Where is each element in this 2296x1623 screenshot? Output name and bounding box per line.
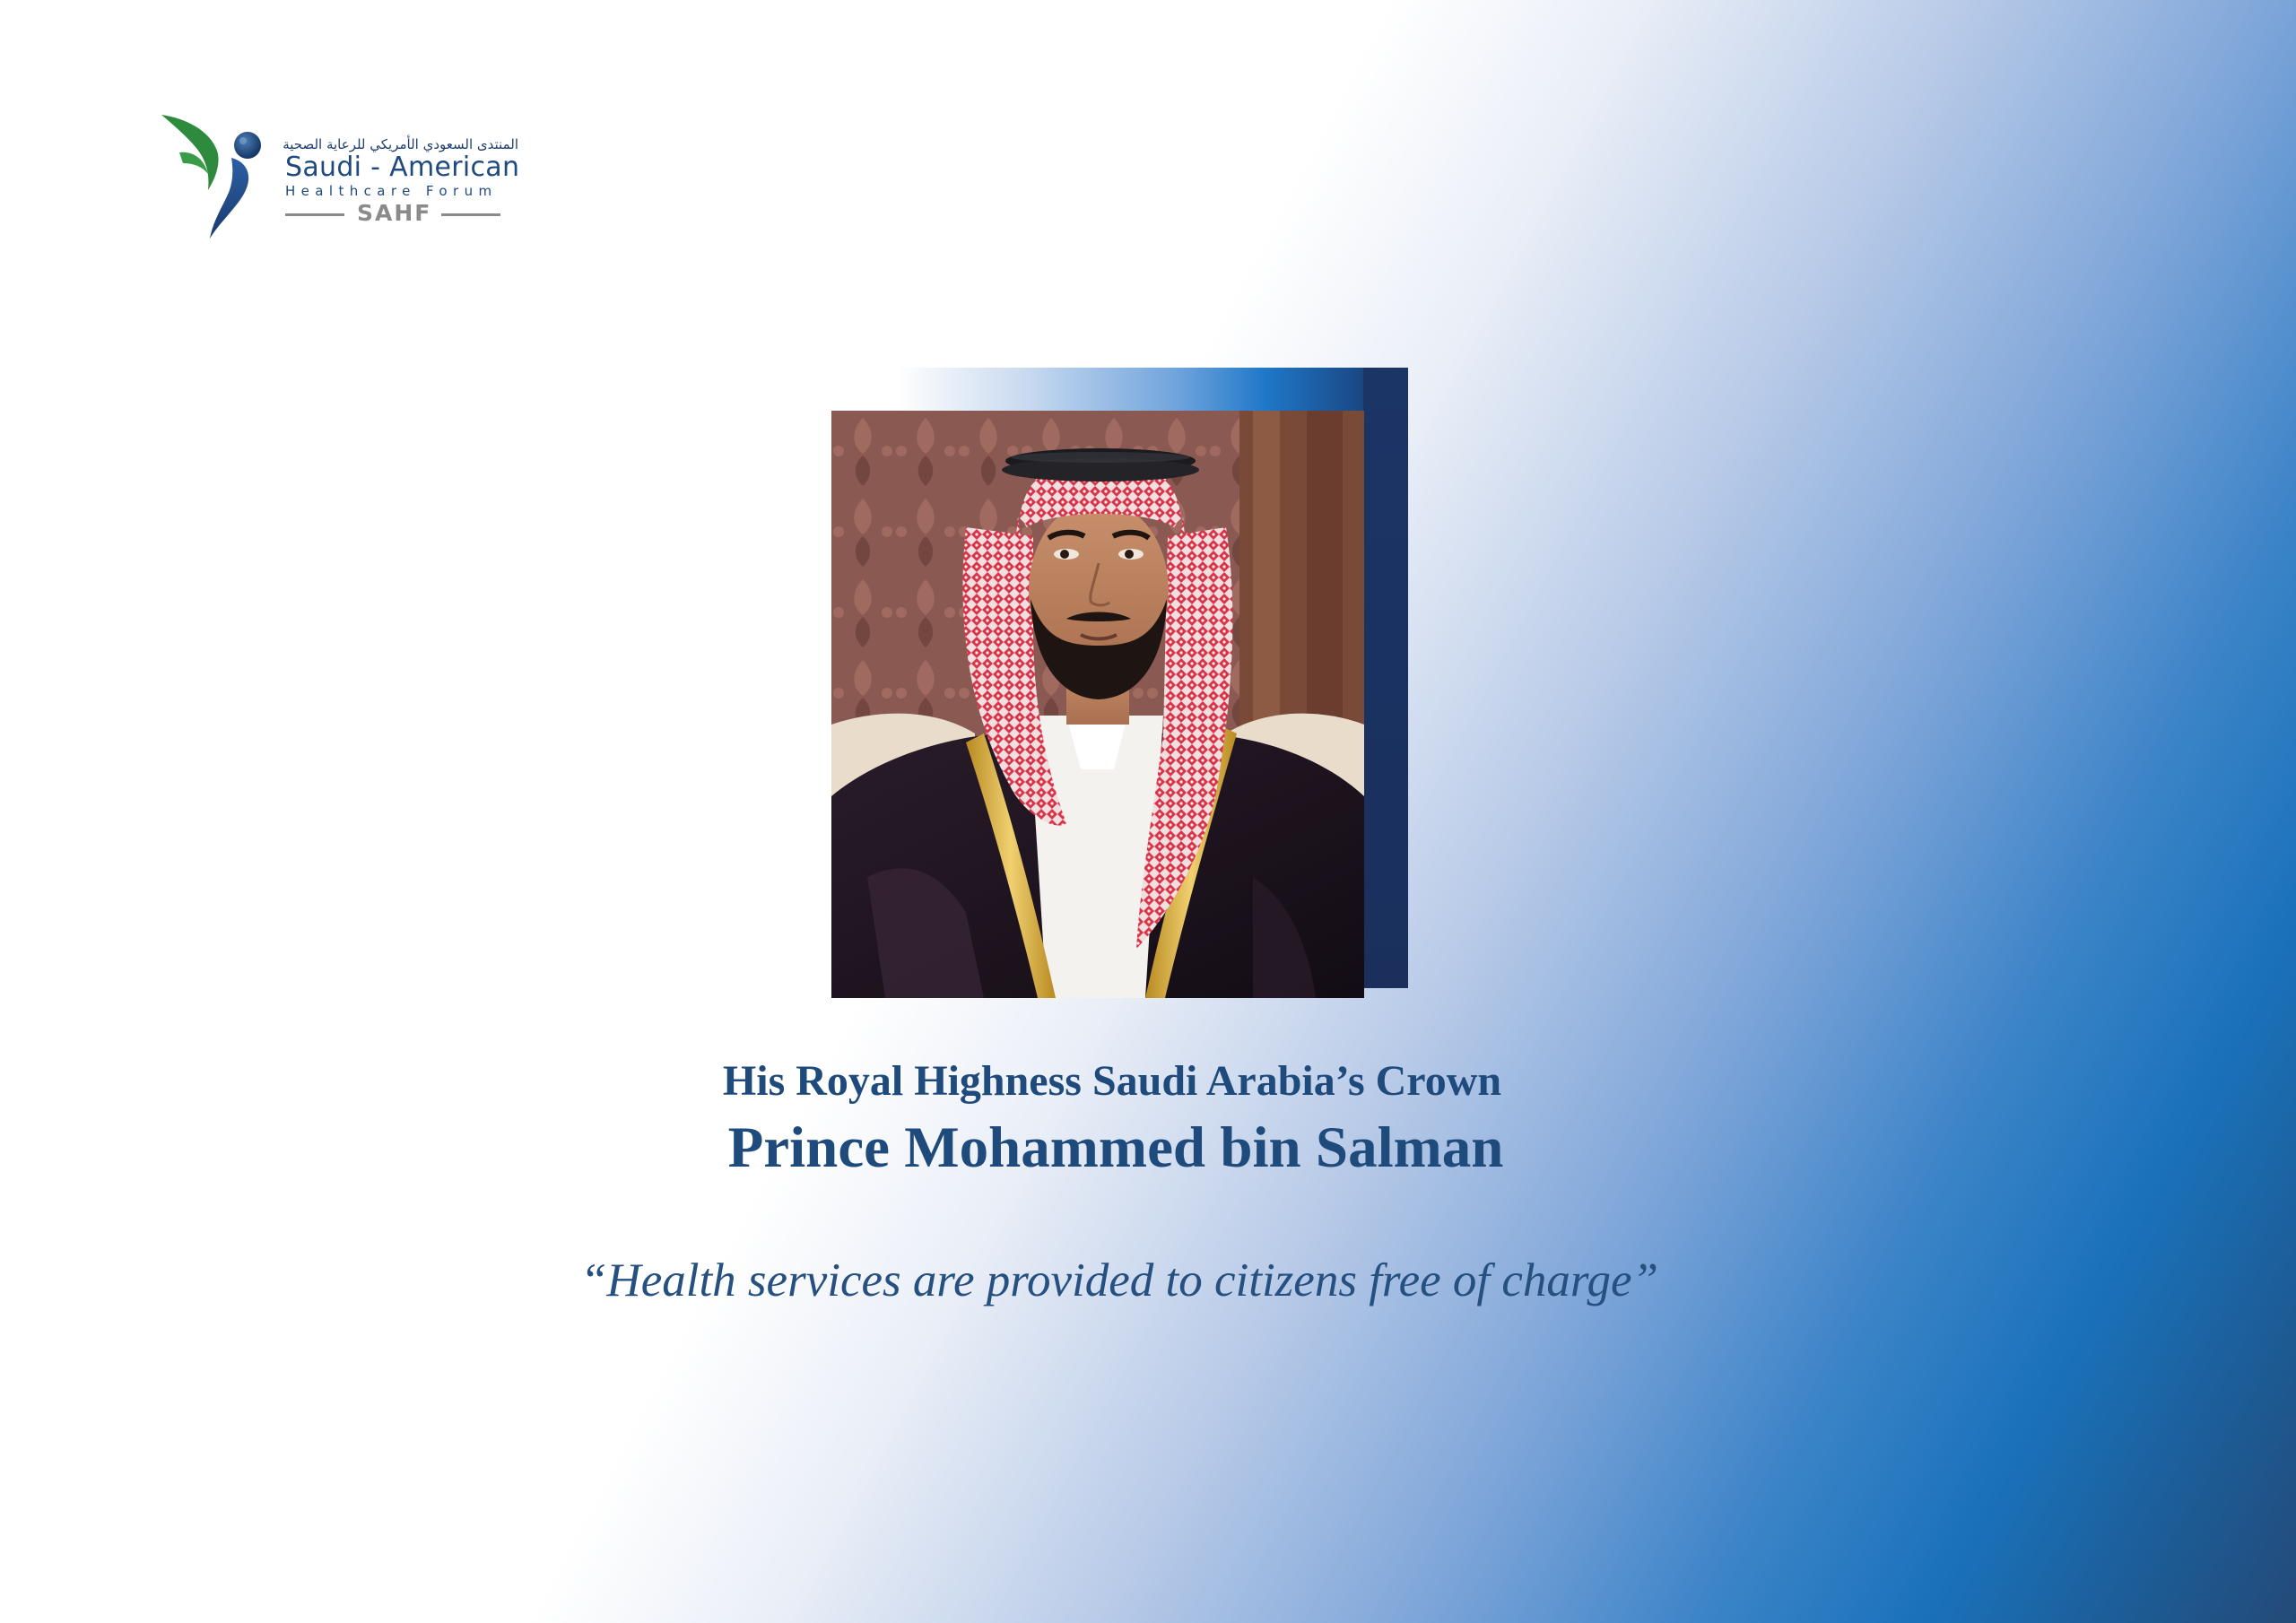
caption-title-line1: His Royal Highness Saudi Arabia’s Crown	[722, 1057, 1502, 1105]
logo-abbreviation-row	[285, 201, 518, 226]
logo-rule-left	[285, 213, 344, 216]
caption-title-line2: Prince Mohammed bin Salman	[727, 1115, 1504, 1180]
portrait-illustration	[831, 411, 1364, 998]
portrait-frame-top-accent	[897, 368, 1408, 411]
crown-prince-portrait	[831, 411, 1364, 998]
sahf-logo	[160, 111, 518, 246]
portrait-frame-right-accent	[1363, 368, 1408, 988]
sahf-logo-emblem-icon	[160, 111, 276, 241]
quote-text: “Health services are provided to citizens free of charge”	[579, 1254, 1659, 1306]
sahf-logo-text	[285, 136, 518, 226]
logo-arabic-name: المنتدى السعودي الأمريكي للرعاية الصحية	[283, 136, 518, 152]
logo-name: Saudi - American	[285, 152, 520, 183]
logo-subtitle: Healthcare Forum	[285, 183, 498, 199]
logo-rule-right	[441, 213, 500, 216]
logo-abbreviation: SAHF	[357, 200, 432, 226]
